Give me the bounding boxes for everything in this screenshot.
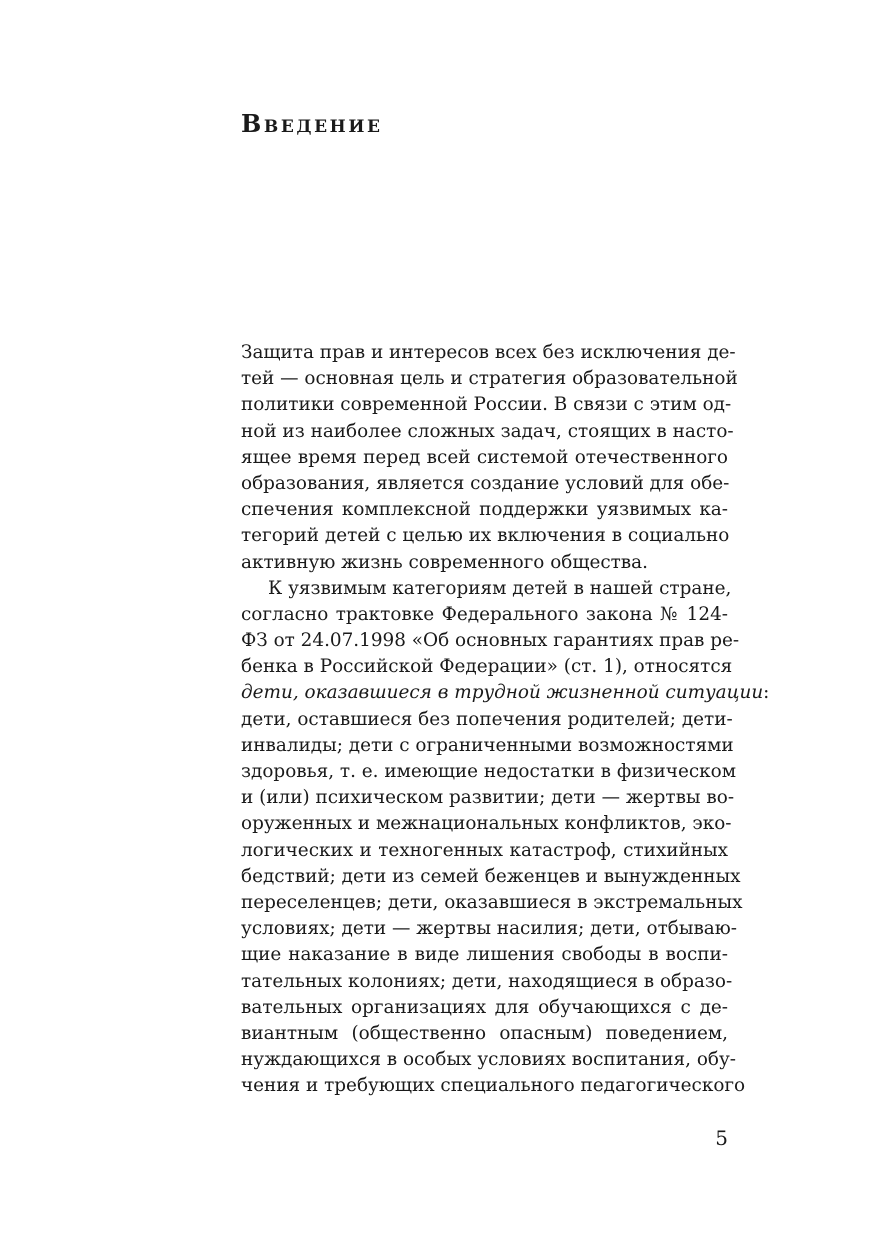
text-line: дети, оставшиеся без попечения родителей; дети- (241, 708, 733, 730)
text-line: условиях; дети — жертвы насилия; дети, отбываю- (241, 918, 737, 940)
text-line: виантным (общественно опасным) поведением, (241, 1022, 728, 1044)
paragraph-1 (241, 340, 738, 576)
text-line: оруженных и межнациональных конфликтов, эко- (241, 813, 732, 835)
text-line: К уязвимым категориям детей в нашей стране, (268, 577, 732, 599)
emphasis-suffix: : (763, 682, 770, 704)
text-line: тательных колониях; дети, находящиеся в образо- (241, 970, 733, 992)
chapter-heading: Введение (241, 109, 383, 138)
text-line: спечения комплексной поддержки уязвимых ка- (241, 499, 728, 521)
text-line: ной из наиболее сложных задач, стоящих в насто- (241, 420, 734, 442)
page-number: 5 (715, 1126, 728, 1150)
text-line: переселенцев; дети, оказавшиеся в экстремальных (241, 891, 743, 913)
emphasized-term: дети, оказавшиеся в трудной жизненной ситуации (241, 682, 764, 704)
paragraph-2 (241, 576, 770, 1100)
text-line: чения и требующих специального педагогического (241, 1075, 746, 1097)
text-line: инвалиды; дети с ограниченными возможностями (241, 734, 734, 756)
text-line: образования, является создание условий для обе- (241, 472, 730, 494)
text-line: ФЗ от 24.07.1998 «Об основных гарантиях прав ре- (241, 630, 740, 652)
body-text (241, 340, 770, 1099)
text-line: Защита прав и интересов всех без исключения де- (241, 342, 736, 363)
text-line: здоровья, т. е. имеющие недостатки в физическом (241, 761, 737, 782)
text-line: тей — основная цель и стратегия образовательной (241, 368, 738, 390)
text-line: нуждающихся в особых условиях воспитания, обу- (241, 1049, 737, 1071)
text-line: политики современной России. В связи с этим од- (241, 394, 732, 416)
text-line: активную жизнь современного общества. (241, 551, 648, 573)
text-line: ящее время перед всей системой отечественного (241, 446, 728, 468)
text-line: вательных организациях для обучающихся с де- (241, 996, 728, 1018)
text-line: щие наказание в виде лишения свободы в воспи- (241, 944, 728, 966)
text-line: логических и техногенных катастроф, стихийных (241, 839, 728, 861)
text-line: и (или) психическом развитии; дети — жертвы во- (241, 787, 735, 809)
text-line (241, 680, 770, 706)
text-line: бенка в Российской Федерации» (ст. 1), относятся (241, 656, 733, 678)
text-line: тегорий детей с целью их включения в социально (241, 525, 730, 547)
text-line: согласно трактовке Федерального закона № 124- (241, 603, 728, 625)
text-line: бедствий; дети из семей беженцев и вынужденных (241, 865, 741, 887)
